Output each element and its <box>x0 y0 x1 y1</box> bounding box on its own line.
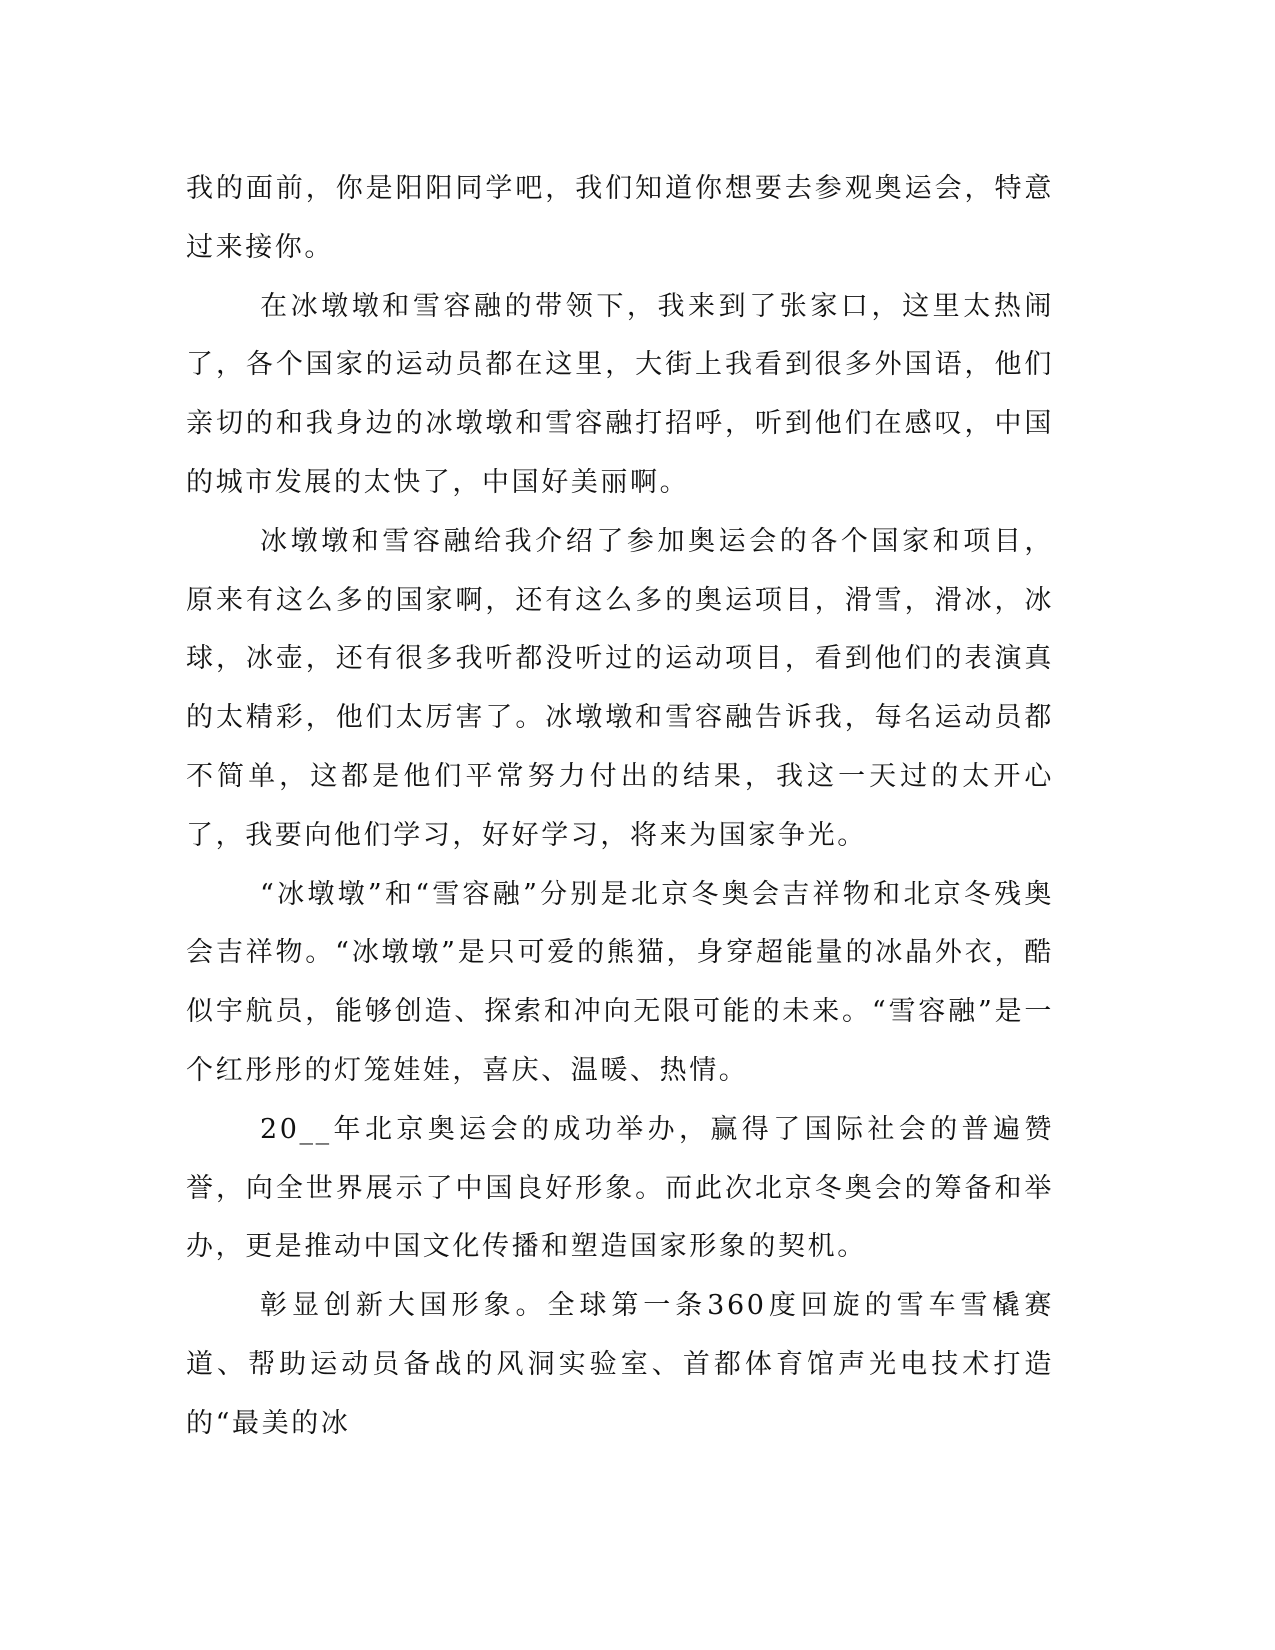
paragraph-zhangjiakou: 在冰墩墩和雪容融的带领下，我来到了张家口，这里太热闹了，各个国家的运动员都在这里，大街上我看到很多外国语，他们亲切的和我身边的冰墩墩和雪容融打招呼，听到他们在感叹，中国的城市发展的太快了，中国好美丽啊。 <box>186 290 1054 498</box>
paragraph-continuation: 我的面前，你是阳阳同学吧，我们知道你想要去参观奥运会，特意过来接你。 <box>186 173 1054 263</box>
paragraph-national-image: 20__年北京奥运会的成功举办，赢得了国际社会的普遍赞誉，向全世界展示了中国良好形象。而此次北京冬奥会的筹备和举办，更是推动中国文化传播和塑造国家形象的契机。 <box>186 1113 1054 1263</box>
paragraph-mascots: “冰墩墩”和“雪容融”分别是北京冬奥会吉祥物和北京冬残奥会吉祥物。“冰墩墩”是只可爱的熊猫，身穿超能量的冰晶外衣，酷似宇航员，能够创造、探索和冲向无限可能的未来。“雪容融”是一个红彤彤的灯笼娃娃，喜庆、温暖、热情。 <box>186 878 1054 1086</box>
paragraph-olympic-events: 冰墩墩和雪容融给我介绍了参加奥运会的各个国家和项目，原来有这么多的国家啊，还有这么多的奥运项目，滑雪，滑冰，冰球，冰壶，还有很多我听都没听过的运动项目，看到他们的表演真的太精彩，他们太厉害了。冰墩墩和雪容融告诉我，每名运动员都不简单，这都是他们平常努力付出的结果，我这一天过的太开心了，我要向他们学习，好好学习，将来为国家争光。 <box>186 525 1054 851</box>
body-text <box>186 160 1054 1454</box>
paragraph-innovation: 彰显创新大国形象。全球第一条360度回旋的雪车雪橇赛道、帮助运动员备战的风洞实验室、首都体育馆声光电技术打造的“最美的冰 <box>186 1290 1054 1439</box>
